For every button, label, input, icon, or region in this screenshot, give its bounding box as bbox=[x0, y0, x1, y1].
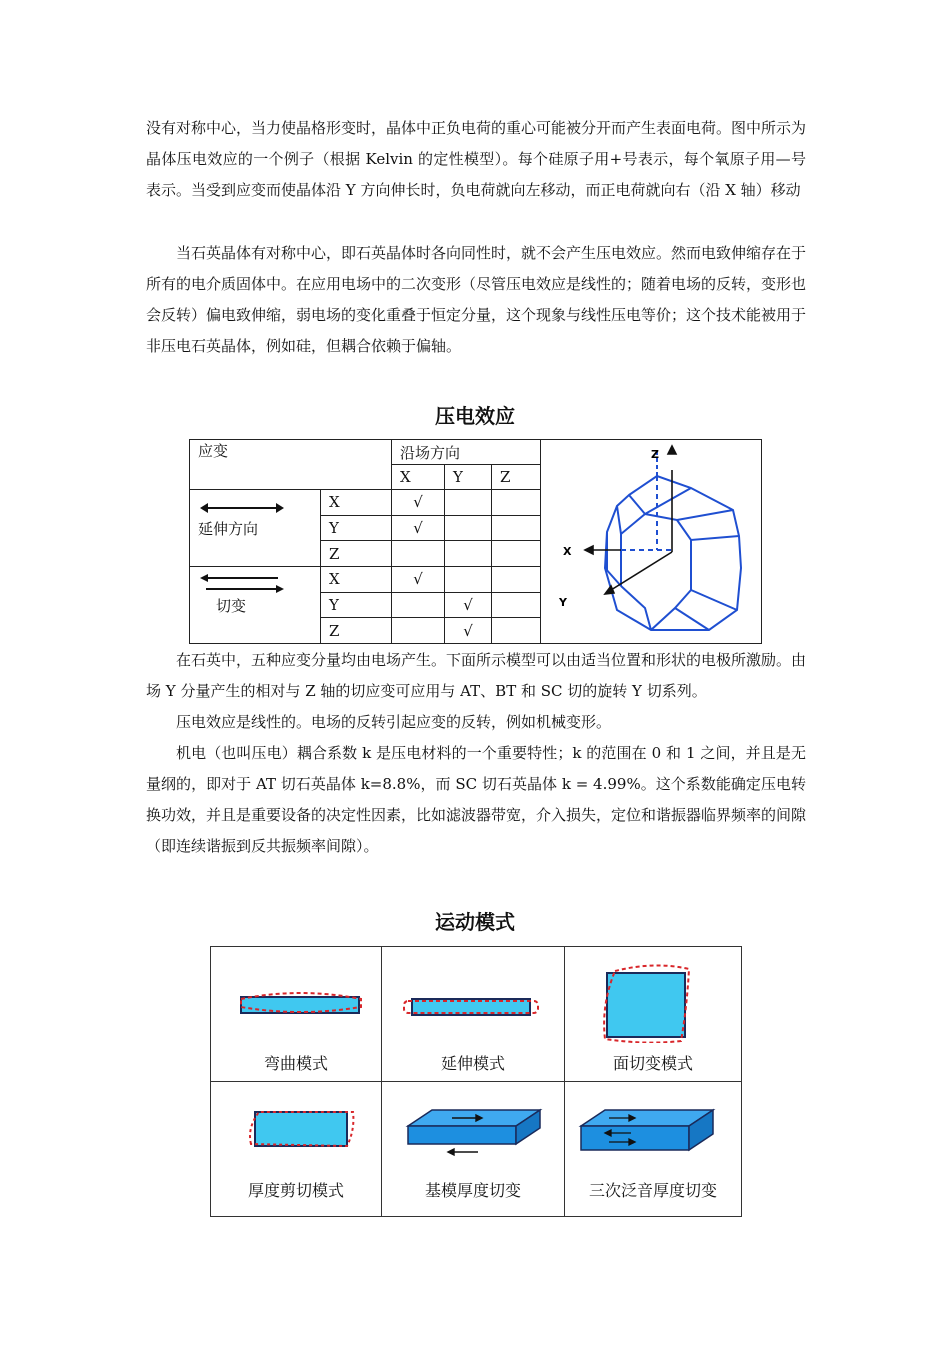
check-cell bbox=[445, 541, 492, 567]
check-cell bbox=[392, 618, 445, 644]
strain-header: 应变 bbox=[190, 440, 392, 490]
paragraph-linear-effect: 压电效应是线性的。电场的反转引起应变的反转，例如机械变形。 bbox=[176, 713, 612, 731]
row-axis: X bbox=[321, 490, 392, 516]
check-cell bbox=[492, 592, 541, 618]
check-cell bbox=[392, 592, 445, 618]
axis-header-x: X bbox=[392, 465, 445, 490]
mode-label: 厚度剪切模式 bbox=[247, 1181, 344, 1200]
check-cell bbox=[445, 515, 492, 541]
check-cell: √ bbox=[445, 592, 492, 618]
mode-cell-thickness-shear bbox=[211, 1082, 382, 1217]
shear-label: 切变 bbox=[216, 597, 247, 615]
mode-label: 弯曲模式 bbox=[263, 1054, 328, 1073]
crystal-figure-cell bbox=[541, 440, 762, 644]
check-cell bbox=[492, 618, 541, 644]
row-axis: Z bbox=[321, 618, 392, 644]
shear-arrows-icon bbox=[198, 573, 288, 595]
paragraph-five-strains: 在石英中，五种应变分量均由电场产生。下面所示模型可以由适当位置和形状的电极所激励。由场 Y 分量产生的相对与 Z 轴的切应变可应用与 AT、BT 和 SC 切的旋转 Y 切系列。 bbox=[146, 651, 807, 700]
y-axis-label: Y bbox=[559, 596, 567, 609]
z-axis-label: Z bbox=[651, 448, 659, 461]
mode-label: 基模厚度切变 bbox=[424, 1181, 521, 1200]
mode-label: 面切变模式 bbox=[612, 1054, 693, 1073]
mode-label: 三次泛音厚度切变 bbox=[588, 1181, 717, 1200]
section-title-motion-modes: 运动模式 bbox=[435, 910, 515, 934]
mode-cell-bending bbox=[211, 947, 382, 1082]
field-direction-header: 沿场方向 bbox=[392, 440, 541, 465]
paragraph-coupling-coefficient: 机电（也叫压电）耦合系数 k 是压电材料的一个重要特性；k 的范围在 0 和 1 之间，并且是无量纲的，即对于 AT 切石英晶体 k=8.8%，而 SC 切石英晶体 k = 4.99%。这个系数能确定压电转换功效，并且是重要设备的决定性因素，比如滤波器带宽，介入损失，定位和谐振器临界频率的间隙（即连续谐振到反共振频率间隙）。 bbox=[146, 744, 807, 855]
check-cell: √ bbox=[392, 490, 445, 516]
mode-cell-extension bbox=[382, 947, 565, 1082]
check-cell bbox=[445, 567, 492, 593]
extension-label: 延伸方向 bbox=[198, 520, 259, 538]
row-axis: Z bbox=[321, 541, 392, 567]
check-cell bbox=[492, 541, 541, 567]
quartz-crystal-diagram bbox=[541, 440, 763, 644]
bending-mode-icon bbox=[211, 947, 381, 1037]
check-cell bbox=[492, 515, 541, 541]
mode-label: 延伸模式 bbox=[440, 1054, 505, 1073]
mode-cell-fundamental-thickness-shear bbox=[382, 1082, 565, 1217]
extension-strain-cell bbox=[190, 490, 321, 567]
check-cell bbox=[492, 567, 541, 593]
axis-header-z: Z bbox=[492, 465, 541, 490]
motion-modes-grid bbox=[210, 946, 742, 1217]
row-axis: Y bbox=[321, 515, 392, 541]
check-cell bbox=[445, 490, 492, 516]
x-axis-label: X bbox=[563, 545, 572, 558]
check-cell: √ bbox=[392, 515, 445, 541]
mode-cell-third-overtone bbox=[565, 1082, 742, 1217]
third-overtone-thickness-shear-icon bbox=[565, 1082, 741, 1172]
double-arrow-icon bbox=[198, 500, 288, 516]
section-title-piezoelectric-effect: 压电效应 bbox=[435, 404, 515, 428]
row-axis: Y bbox=[321, 592, 392, 618]
extension-mode-icon bbox=[382, 947, 564, 1037]
axis-header-y: Y bbox=[445, 465, 492, 490]
shear-strain-cell bbox=[190, 567, 321, 644]
paragraph-intro: 没有对称中心，当力使晶格形变时，晶体中正负电荷的重心可能被分开而产生表面电荷。图中所示为晶体压电效应的一个例子（根据 Kelvin 的定性模型）。每个硅原子用+号表示，每个氧原子用—号表示。当受到应变而使晶体沿 Y 方向伸长时，负电荷就向左移动，而正电荷就向右（沿 X 轴）移动 bbox=[146, 119, 807, 199]
thickness-shear-mode-icon bbox=[211, 1082, 381, 1172]
face-shear-mode-icon bbox=[565, 947, 741, 1043]
piezo-effect-table bbox=[189, 439, 762, 644]
row-axis: X bbox=[321, 567, 392, 593]
check-cell bbox=[492, 490, 541, 516]
check-cell bbox=[392, 541, 445, 567]
check-cell: √ bbox=[392, 567, 445, 593]
fundamental-thickness-shear-icon bbox=[382, 1082, 564, 1172]
check-cell: √ bbox=[445, 618, 492, 644]
paragraph-symmetry: 当石英晶体有对称中心，即石英晶体时各向同性时，就不会产生压电效应。然而电致伸缩存在于所有的电介质固体中。在应用电场中的二次变形（尽管压电效应是线性的；随着电场的反转，变形也会反转）偏电致伸缩，弱电场的变化重叠于恒定分量，这个现象与线性压电等价；这个技术能被用于非压电石英晶体，例如硅，但耦合依赖于偏轴。 bbox=[146, 244, 807, 355]
mode-cell-face-shear bbox=[565, 947, 742, 1082]
